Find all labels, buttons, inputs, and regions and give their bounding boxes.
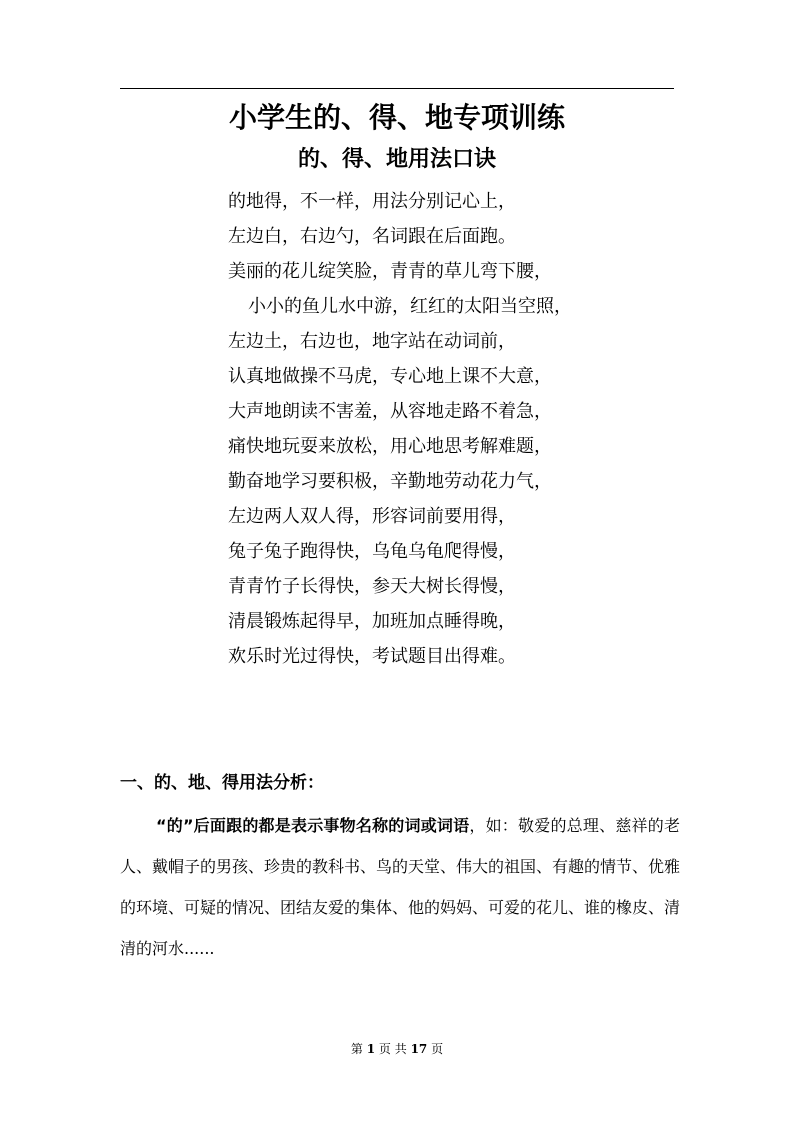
poem-line: 认真地做操不马虎，专心地上课不大意， (228, 366, 552, 387)
poem (228, 184, 748, 674)
analysis-paragraph (120, 805, 680, 969)
poem-line: 的地得，不一样，用法分别记心上， (228, 191, 516, 212)
poem-line: 兔子兔子跑得快，乌龟乌龟爬得慢， (228, 541, 516, 562)
document-subtitle: 的、得、地用法口诀 (297, 147, 496, 172)
poem-line: 左边土，右边也，地字站在动词前， (228, 331, 516, 352)
footer-suffix: 页 (431, 1042, 444, 1056)
poem-line: 小小的鱼儿水中游，红红的太阳当空照， (248, 296, 572, 317)
poem-line: 左边两人双人得，形容词前要用得， (228, 506, 516, 527)
section-heading: 一、的、地、得用法分析： (120, 773, 324, 793)
poem-line: 美丽的花儿绽笑脸，青青的草儿弯下腰， (228, 261, 552, 282)
current-page-number: 1 (366, 1042, 376, 1056)
poem-line: 勤奋地学习要积极，辛勤地劳动花力气， (228, 471, 552, 492)
poem-line: 青青竹子长得快，参天大树长得慢， (228, 576, 516, 597)
poem-line: 清晨锻炼起得早，加班加点睡得晚， (228, 611, 516, 632)
footer-middle: 页 共 (378, 1042, 407, 1056)
paragraph-body: ，如：敬爱的总理、慈祥的老人、戴帽子的男孩、珍贵的教科书、鸟的天堂、伟大的祖国、有趣的情节、优雅的环境、可疑的情况、团结友爱的集体、他的妈妈、可爱的花儿、谁的橡皮、清清的河水...... (120, 816, 681, 958)
page-footer (0, 1040, 794, 1058)
document-title: 小学生的、得、地专项训练 (228, 101, 565, 134)
total-page-count: 17 (410, 1042, 428, 1056)
footer-prefix: 第 (350, 1042, 363, 1056)
poem-line: 痛快地玩耍来放松，用心地思考解难题， (228, 436, 552, 457)
poem-line: 大声地朗读不害羞，从容地走路不着急， (228, 401, 552, 422)
poem-line: 欢乐时光过得快，考试题目出得难。 (228, 646, 516, 667)
paragraph-lead: “的”后面跟的都是表示事物名称的词或词语 (156, 816, 470, 835)
poem-line: 左边白，右边勺，名词跟在后面跑。 (228, 226, 516, 247)
header-rule (120, 88, 674, 89)
